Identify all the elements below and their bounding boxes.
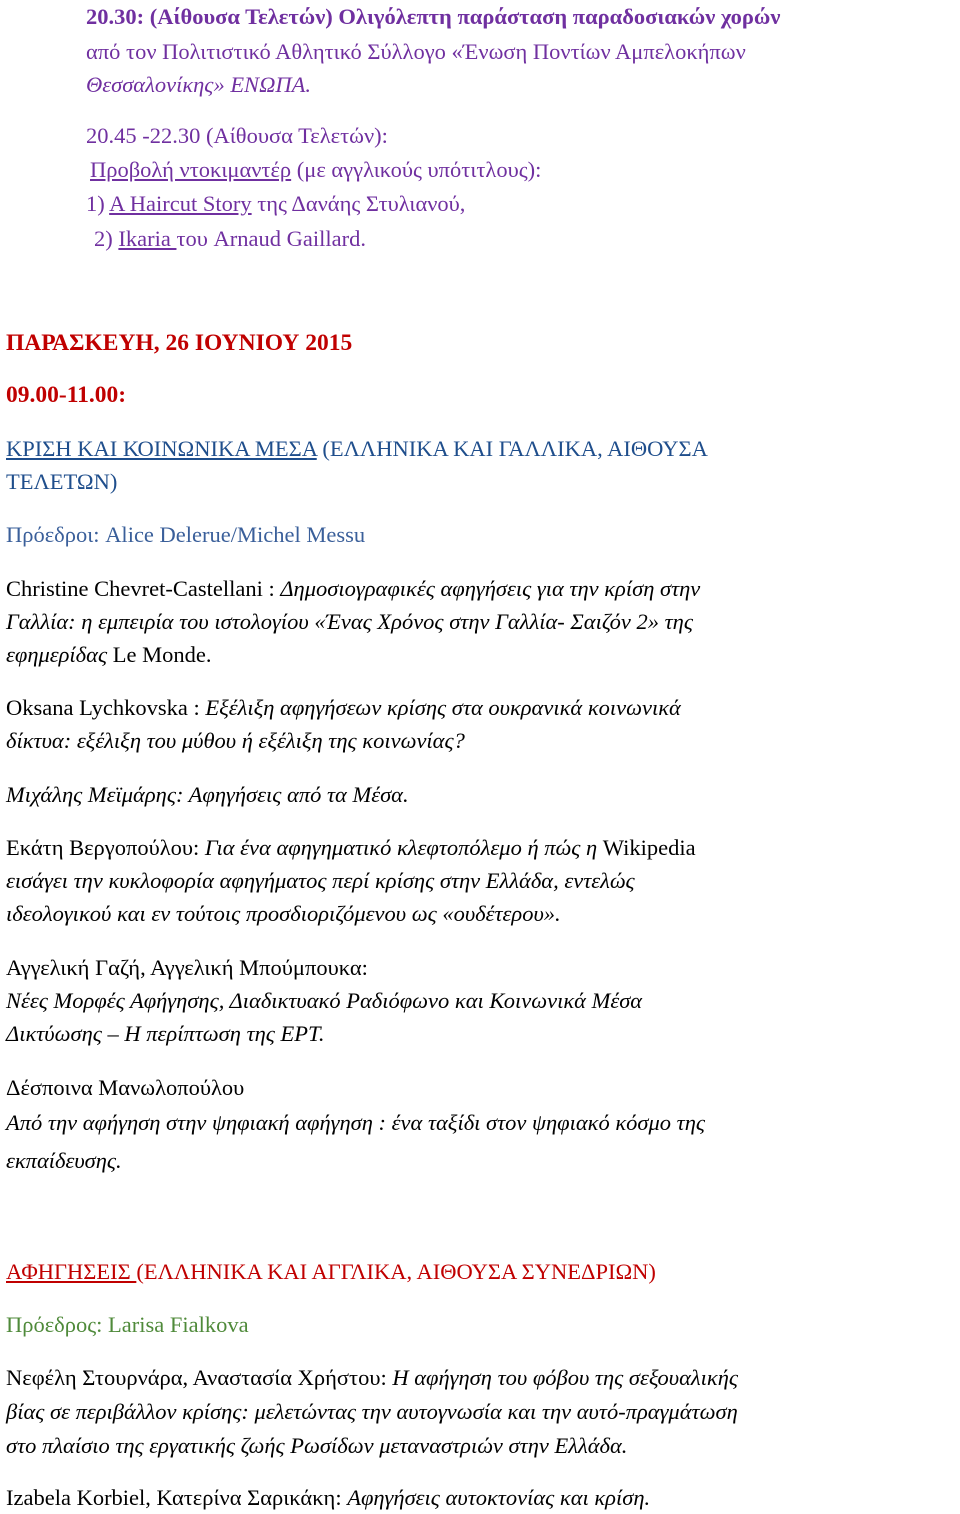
talk-4-line-3: ιδεολογικού και εν τούτοις προσδιοριζόμενου ως «ουδέτερου».	[6, 901, 561, 926]
s2-talk-2-speaker: Izabela Korbiel, Κατερίνα Σαρικάκη	[6, 1485, 336, 1510]
session-2-title-link[interactable]: ΑΦΗΓΗΣΕΙΣ	[6, 1259, 137, 1284]
talk-1-title-3: εφημερίδας	[6, 642, 108, 667]
film-1-line	[86, 189, 465, 219]
film-1-title-link[interactable]: A Haircut Story	[109, 191, 252, 216]
talk-1-title-1: Δημοσιογραφικές αφηγήσεις για την κρίση στην	[280, 576, 701, 601]
talk-3-line-1: Μιχάλης Μεϊμάρης: Αφηγήσεις από τα Μέσα.	[6, 782, 409, 807]
evening-text-3: Θεσσαλονίκης» ΕΝΩΠΑ.	[86, 72, 311, 97]
film-2-director: Arnaud Gaillard.	[213, 226, 366, 251]
chairs-label: Πρόεδροι:	[6, 522, 100, 547]
documentary-screening-link[interactable]: Προβολή ντοκιμαντέρ	[90, 157, 292, 182]
screening-heading-line	[90, 155, 541, 185]
s2-talk-2-line-1	[6, 1483, 650, 1513]
talk-1-line-1	[6, 574, 700, 604]
talk-2-line-1	[6, 693, 681, 723]
talk-6-line-2: εκπαίδευσης.	[6, 1148, 122, 1173]
evening-text-2: από τον Πολιτιστικό Αθλητικό Σύλλογο «Ένωση Ποντίων Αμπελοκήπων	[86, 39, 746, 64]
session-2-title-rest: (ΕΛΛΗΝΙΚΑ ΚΑΙ ΑΓΓΛΙΚΑ, ΑΙΘΟΥΣΑ ΣΥΝΕΔΡΙΩΝ)	[136, 1259, 656, 1284]
talk-5-speaker: Αγγελική Γαζή, Αγγελική Μπούμπουκα:	[6, 955, 368, 980]
talk-2-line-2: δίκτυα: εξέλιξη του μύθου ή εξέλιξη της κοινωνίας?	[6, 728, 465, 753]
talk-4-title-1b: Wikipedia	[602, 835, 696, 860]
screening-time: 20.45 -22.30 (Αίθουσα Τελετών):	[86, 123, 388, 148]
session-2-title-line	[6, 1257, 656, 1287]
talk-1-speaker: Christine Chevret-Castellani	[6, 576, 263, 601]
screening-heading-rest: (με αγγλικούς υπότιτλους):	[291, 157, 542, 182]
talk-2-title-1: Εξέλιξη αφηγήσεων κρίσης στα ουκρανικά κοινωνικά	[205, 695, 681, 720]
session-time: 09.00-11.00:	[6, 382, 127, 408]
film-2-of: του	[176, 226, 214, 251]
session-1-title-link[interactable]: ΚΡΙΣΗ ΚΑΙ ΚΟΙΝΩΝΙΚΑ ΜΕΣΑ	[6, 436, 317, 461]
talk-1-title-3b: Le Monde.	[107, 642, 212, 667]
film-1-of: της	[251, 191, 292, 216]
s2-talk-1-speaker: Νεφέλη Στουρνάρα, Αναστασία Χρήστου:	[6, 1365, 387, 1390]
evening-text-1: (Αίθουσα Τελετών) Ολιγόλεπτη παράσταση παραδοσιακών χορών	[144, 4, 781, 29]
session-1-title-rest-2: ΤΕΛΕΤΩΝ)	[6, 469, 118, 494]
film-2-prefix: 2)	[94, 226, 119, 251]
s2-talk-1-title-1: Η αφήγηση του φόβου της σεξουαλικής	[386, 1365, 739, 1390]
screening-time-line	[86, 121, 388, 151]
s2-talk-1-line-2: βίας σε περιβάλλον κρίσης: μελετώντας την αυτογνωσία και την αυτό-πραγμάτωση	[6, 1399, 738, 1424]
talk-2-sep: :	[187, 695, 206, 720]
talk-4-speaker: Εκάτη Βεργοπούλου:	[6, 835, 200, 860]
talk-2-speaker: Oksana Lychkovska	[6, 695, 188, 720]
s2-talk-2-sep: :	[335, 1485, 348, 1510]
chairs-names: Alice Delerue/Michel Messu	[99, 522, 366, 547]
evening-time-1: 20.30:	[86, 4, 145, 29]
film-2-line	[94, 224, 366, 254]
day-heading: ΠΑΡΑΣΚΕΥΗ, 26 ΙΟΥΝΙΟΥ 2015	[6, 330, 353, 356]
talk-5-line-1: Νέες Μορφές Αφήγησης, Διαδικτυακό Ραδιόφωνο και Κοινωνικά Μέσα	[6, 988, 643, 1013]
evening-line-1	[86, 2, 780, 32]
talk-1-line-2: Γαλλία: η εμπειρία του ιστολογίου «Ένας Χρόνος στην Γαλλία- Σαιζόν 2» της	[6, 609, 693, 634]
session-2-chair-line	[6, 1310, 249, 1340]
session-1-title-rest: (ΕΛΛΗΝΙΚΑ ΚΑΙ ΓΑΛΛΙΚΑ, ΑΙΘΟΥΣΑ	[316, 436, 708, 461]
session-1-title-line	[6, 434, 708, 464]
s2-talk-2-title-1: Αφηγήσεις αυτοκτονίας και κρίση.	[347, 1485, 651, 1510]
evening-line-3	[86, 70, 311, 100]
talk-1-line-3	[6, 640, 211, 670]
talk-1-sep: :	[262, 576, 281, 601]
film-2-title-link[interactable]: Ikaria	[118, 226, 177, 251]
chair-label: Πρόεδρος:	[6, 1312, 103, 1337]
chair-name: Larisa Fialkova	[102, 1312, 249, 1337]
s2-talk-1-line-3: στο πλαίσιο της εργατικής ζωής Ρωσίδων μεταναστριών στην Ελλάδα.	[6, 1433, 628, 1458]
talk-4-line-2: εισάγει την κυκλοφορία αφηγήματος περί κρίσης στην Ελλάδα, εντελώς	[6, 868, 635, 893]
talk-4-title-1: Για ένα αφηγηματικό κλεφτοπόλεμο ή πώς η	[199, 835, 603, 860]
s2-talk-1-line-1	[6, 1363, 738, 1393]
talk-6-line-1: Από την αφήγηση στην ψηφιακή αφήγηση : ένα ταξίδι στον ψηφιακό κόσμο της	[6, 1110, 706, 1135]
talk-6-speaker: Δέσποινα Μανωλοπούλου	[6, 1075, 245, 1100]
talk-5-line-2: Δικτύωσης – Η περίπτωση της ΕΡΤ.	[6, 1021, 325, 1046]
evening-line-2	[86, 37, 746, 67]
session-1-chairs-line	[6, 520, 365, 550]
film-1-director: Δανάης Στυλιανού,	[291, 191, 466, 216]
film-1-prefix: 1)	[86, 191, 110, 216]
talk-4-line-1	[6, 833, 696, 863]
